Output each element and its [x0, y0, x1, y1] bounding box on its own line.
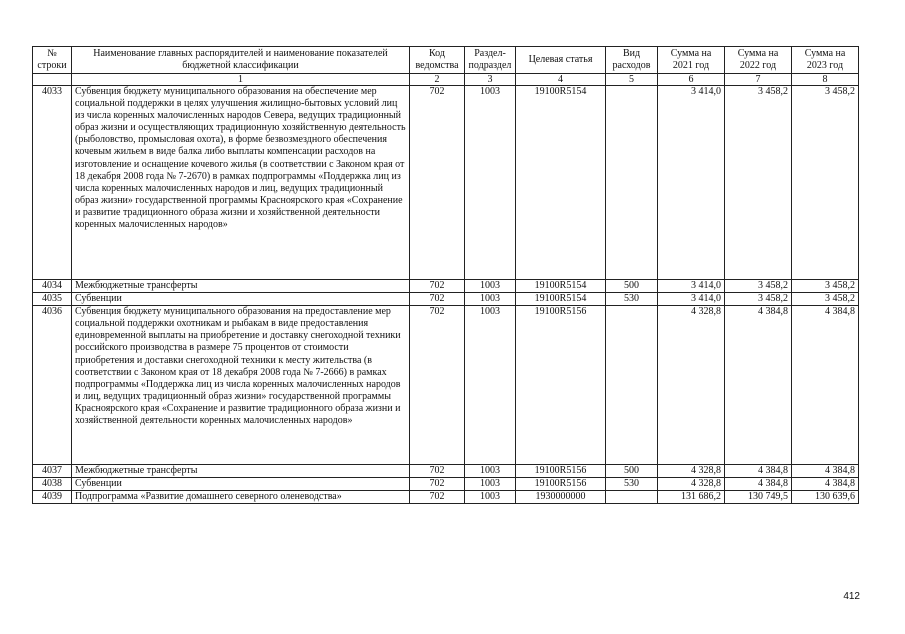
- row-sum-2022: 3 458,2: [725, 280, 792, 293]
- header-dept-code: Код ведомства: [410, 47, 465, 74]
- table-row: [33, 478, 859, 491]
- row-dept-code: 702: [410, 306, 465, 465]
- row-name: Субвенция бюджету муниципального образования на предоставление мер социальной поддержки охотникам и рыбакам в виде предоставления единовременной выплаты на приобретение и доставку снегоходной техники российского производства в размере 75 процентов от стоимости приобретения и доставки снегоходной техники к месту жительства (в соответствии с Законом края от 18 декабря 2008 года № 7-2666) в рамках подпрограммы «Поддержка лиц из числа коренных малочисленных народов и лиц, ведущих традиционный образ жизни» государственной программы Красноярского края «Сохранение и развитие традиционного образа жизни и хозяйственной деятельности коренных малочисленных народов»: [72, 306, 410, 465]
- row-dept-code: 702: [410, 280, 465, 293]
- row-target-item: 19100R5154: [516, 280, 606, 293]
- row-number: 4035: [33, 293, 72, 306]
- row-number: 4033: [33, 86, 72, 280]
- row-sum-2023: 4 384,8: [792, 306, 859, 465]
- row-number: 4034: [33, 280, 72, 293]
- row-sum-2023: 3 458,2: [792, 293, 859, 306]
- row-target-item: 19100R5156: [516, 306, 606, 465]
- row-expense-type: 500: [606, 280, 658, 293]
- column-number: 6: [658, 74, 725, 86]
- column-number-row: [33, 74, 859, 86]
- row-number: 4036: [33, 306, 72, 465]
- column-number: 2: [410, 74, 465, 86]
- row-sum-2021: 131 686,2: [658, 491, 725, 504]
- row-sum-2022: 3 458,2: [725, 293, 792, 306]
- row-expense-type: 530: [606, 478, 658, 491]
- table-row: [33, 491, 859, 504]
- header-row: [33, 47, 859, 74]
- row-sum-2022: 4 384,8: [725, 478, 792, 491]
- row-sum-2021: 3 414,0: [658, 86, 725, 280]
- row-section: 1003: [465, 491, 516, 504]
- header-name: Наименование главных распорядителей и наименование показателей бюджетной классификации: [72, 47, 410, 74]
- row-expense-type: [606, 306, 658, 465]
- column-number: 1: [72, 74, 410, 86]
- table-row: [33, 86, 859, 280]
- column-number: 7: [725, 74, 792, 86]
- row-number: 4037: [33, 465, 72, 478]
- row-name: Субвенция бюджету муниципального образования на обеспечение мер социальной поддержки в целях улучшения жилищно-бытовых условий лиц из числа коренных малочисленных народов Севера, ведущих традиционный образ жизни и осуществляющих традиционную хозяйственную деятельность (рыболовство, промысловая охота), в форме безвозмездного обеспечения кочевым жильем в виде балка либо выплаты компенсации расходов на изготовление и оснащение кочевого жилья (в соответствии с Законом края от 18 декабря 2008 года № 7-2670) в рамках подпрограммы «Поддержка лиц из числа коренных малочисленных народов и лиц, ведущих традиционный образ жизни» государственной программы Красноярского края «Сохранение и развитие традиционного образа жизни и хозяйственной деятельности коренных малочисленных народов»: [72, 86, 410, 280]
- header-sum-2022: Сумма на 2022 год: [725, 47, 792, 74]
- row-sum-2023: 4 384,8: [792, 478, 859, 491]
- header-row-number: № строки: [33, 47, 72, 74]
- row-expense-type: 500: [606, 465, 658, 478]
- row-section: 1003: [465, 293, 516, 306]
- row-section: 1003: [465, 465, 516, 478]
- row-target-item: 19100R5154: [516, 86, 606, 280]
- row-sum-2022: 3 458,2: [725, 86, 792, 280]
- table-row: [33, 306, 859, 465]
- row-dept-code: 702: [410, 465, 465, 478]
- row-number: 4038: [33, 478, 72, 491]
- row-sum-2021: 4 328,8: [658, 306, 725, 465]
- row-sum-2021: 3 414,0: [658, 293, 725, 306]
- budget-table: [32, 46, 859, 504]
- column-number: 3: [465, 74, 516, 86]
- row-sum-2022: 4 384,8: [725, 306, 792, 465]
- row-sum-2021: 3 414,0: [658, 280, 725, 293]
- row-name: Подпрограмма «Развитие домашнего северного оленеводства»: [72, 491, 410, 504]
- row-expense-type: 530: [606, 293, 658, 306]
- header-target-item: Целевая статья: [516, 47, 606, 74]
- row-sum-2021: 4 328,8: [658, 465, 725, 478]
- page-number: 412: [843, 591, 860, 602]
- row-target-item: 19100R5156: [516, 478, 606, 491]
- table-row: [33, 293, 859, 306]
- header-expense-type: Вид расходов: [606, 47, 658, 74]
- row-target-item: 19100R5156: [516, 465, 606, 478]
- row-name: Межбюджетные трансферты: [72, 465, 410, 478]
- row-section: 1003: [465, 478, 516, 491]
- table-row: [33, 465, 859, 478]
- row-sum-2023: 3 458,2: [792, 86, 859, 280]
- row-section: 1003: [465, 306, 516, 465]
- row-sum-2022: 4 384,8: [725, 465, 792, 478]
- column-number: 5: [606, 74, 658, 86]
- column-number-blank: [33, 74, 72, 86]
- column-number: 8: [792, 74, 859, 86]
- column-number: 4: [516, 74, 606, 86]
- row-sum-2023: 4 384,8: [792, 465, 859, 478]
- row-target-item: 1930000000: [516, 491, 606, 504]
- table-body: [33, 86, 859, 504]
- row-sum-2021: 4 328,8: [658, 478, 725, 491]
- row-dept-code: 702: [410, 86, 465, 280]
- row-name: Межбюджетные трансферты: [72, 280, 410, 293]
- header-sum-2021: Сумма на 2021 год: [658, 47, 725, 74]
- header-section: Раздел-подраздел: [465, 47, 516, 74]
- table-header: [33, 47, 859, 86]
- row-sum-2023: 130 639,6: [792, 491, 859, 504]
- row-sum-2022: 130 749,5: [725, 491, 792, 504]
- row-expense-type: [606, 86, 658, 280]
- row-number: 4039: [33, 491, 72, 504]
- table-row: [33, 280, 859, 293]
- row-target-item: 19100R5154: [516, 293, 606, 306]
- row-dept-code: 702: [410, 491, 465, 504]
- row-name: Субвенции: [72, 293, 410, 306]
- row-dept-code: 702: [410, 478, 465, 491]
- row-section: 1003: [465, 86, 516, 280]
- row-dept-code: 702: [410, 293, 465, 306]
- row-expense-type: [606, 491, 658, 504]
- header-sum-2023: Сумма на 2023 год: [792, 47, 859, 74]
- row-name: Субвенции: [72, 478, 410, 491]
- row-section: 1003: [465, 280, 516, 293]
- row-sum-2023: 3 458,2: [792, 280, 859, 293]
